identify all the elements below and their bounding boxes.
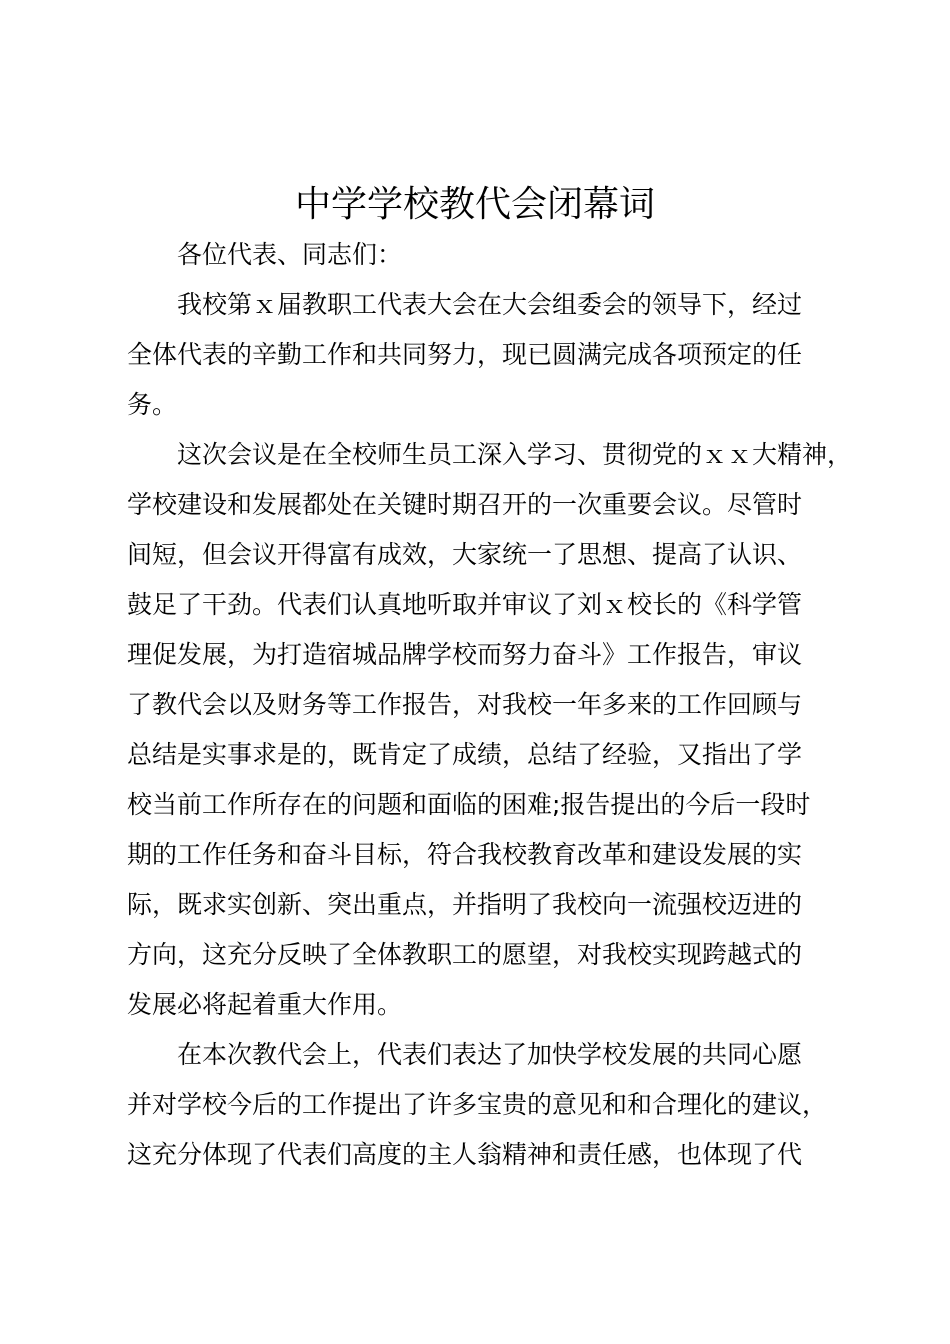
paragraph-line: 鼓足了干劲。代表们认真地听取并审议了刘ｘ校长的《科学管 bbox=[127, 590, 803, 619]
paragraph-line: 间短，但会议开得富有成效，大家统一了思想、提高了认识、 bbox=[127, 540, 803, 569]
paragraph-line: 务。 bbox=[127, 390, 178, 419]
document-body bbox=[127, 230, 857, 1180]
paragraph-line: 了教代会以及财务等工作报告，对我校一年多来的工作回顾与 bbox=[127, 690, 803, 719]
paragraph-line: 期的工作任务和奋斗目标，符合我校教育改革和建设发展的实 bbox=[127, 840, 803, 869]
paragraph-line: 方向，这充分反映了全体教职工的愿望，对我校实现跨越式的 bbox=[127, 940, 803, 969]
paragraph-1 bbox=[127, 280, 857, 430]
paragraph-line: 学校建设和发展都处在关键时期召开的一次重要会议。尽管时 bbox=[127, 490, 803, 519]
paragraph-line: 理促发展，为打造宿城品牌学校而努力奋斗》工作报告，审议 bbox=[127, 640, 803, 669]
paragraph-line: 总结是实事求是的，既肯定了成绩，总结了经验，又指出了学 bbox=[127, 740, 803, 769]
paragraph-line: 我校第ｘ届教职工代表大会在大会组委会的领导下，经过 bbox=[177, 290, 803, 319]
paragraph-3 bbox=[127, 1030, 857, 1180]
paragraph-line: 校当前工作所存在的问题和面临的困难;报告提出的今后一段时 bbox=[127, 790, 811, 819]
paragraph-2 bbox=[127, 430, 857, 1030]
paragraph-line: 这次会议是在全校师生员工深入学习、贯彻党的ｘｘ大精神， bbox=[177, 440, 853, 469]
salutation: 各位代表、同志们： bbox=[177, 240, 403, 269]
paragraph-line: 际，既求实创新、突出重点，并指明了我校向一流强校迈进的 bbox=[127, 890, 803, 919]
paragraph-line: 这充分体现了代表们高度的主人翁精神和责任感，也体现了代 bbox=[127, 1140, 803, 1169]
document-title: 中学学校教代会闭幕词 bbox=[294, 184, 655, 225]
paragraph-line: 并对学校今后的工作提出了许多宝贵的意见和和合理化的建议， bbox=[127, 1090, 828, 1119]
paragraph-line: 全体代表的辛勤工作和共同努力，现已圆满完成各项预定的任 bbox=[127, 340, 803, 369]
paragraph-line: 发展必将起着重大作用。 bbox=[127, 990, 403, 1019]
paragraph-line: 在本次教代会上，代表们表达了加快学校发展的共同心愿 bbox=[177, 1040, 803, 1069]
